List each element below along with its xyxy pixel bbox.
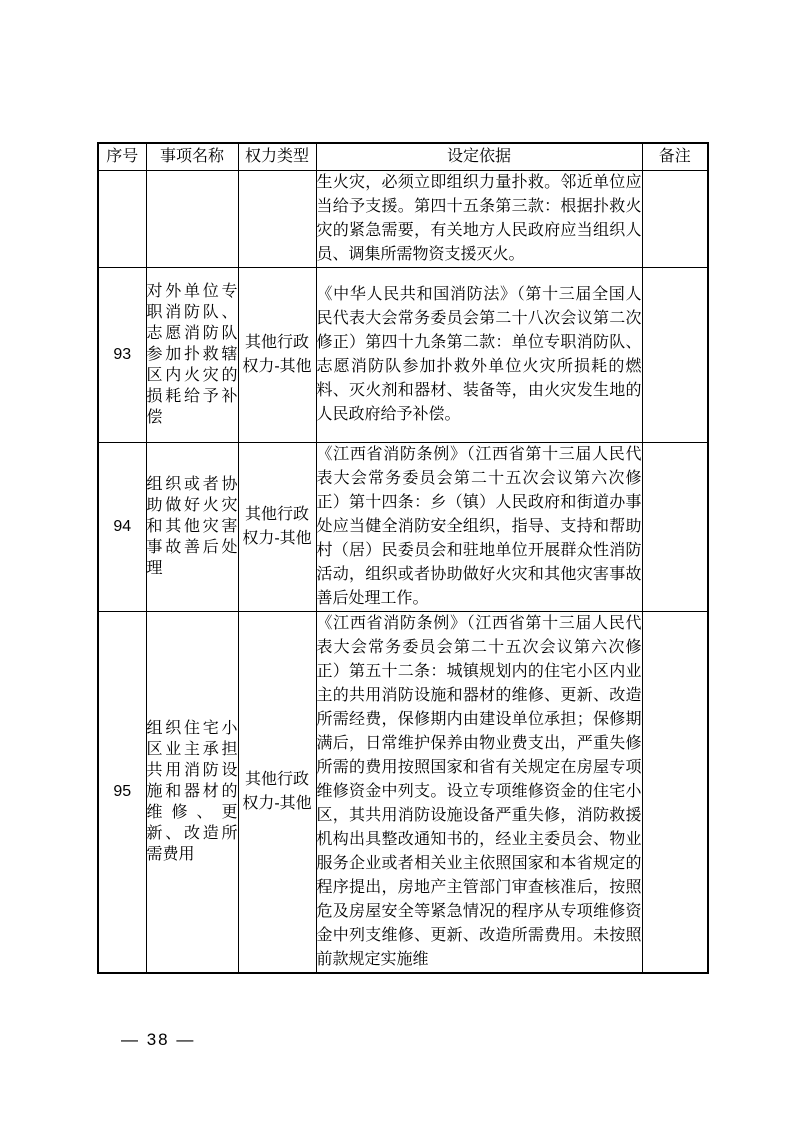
column-header-name: 事项名称 <box>146 143 238 170</box>
seq-cell <box>98 170 146 267</box>
basis-cell: 《江西省消防条例》（江西省第十三届人民代表大会常务委员会第二十五次会议第六次修正）第五十二条：城镇规划内的住宅小区内业主的共用消防设施和器材的维修、更新、改造所需经费，保修期内由建设单位承担；保修期满后，日常维护保养由物业费支出，严重失修所需的费用按照国家和省有关规定在房屋专项维修资金中列支。设立专项维修资金的住宅小区，其共用消防设施设备严重失修，消防救援机构出具整改通知书的，经业主委员会、物业服务企业或者相关业主依照国家和本省规定的程序提出，房地产主管部门审查核准后，按照危及房屋安全等紧急情况的程序从专项维修资金中列支维修、更新、改造所需费用。未按照前款规定实施维 <box>316 611 642 973</box>
power-type-cell: 其他行政权力-其他 <box>238 442 316 611</box>
power-type-cell: 其他行政权力-其他 <box>238 611 316 973</box>
column-header-type: 权力类型 <box>238 143 316 170</box>
note-cell <box>642 611 708 973</box>
basis-cell: 《江西省消防条例》（江西省第十三届人民代表大会常务委员会第二十五次会议第六次修正）第十四条：乡（镇）人民政府和街道办事处应当健全消防安全组织，指导、支持和帮助村（居）民委员会和驻地单位开展群众性消防活动，组织或者协助做好火灾和其他灾害事故善后处理工作。 <box>316 442 642 611</box>
column-header-note: 备注 <box>642 143 708 170</box>
item-name-cell: 组织住宅小区业主承担共用消防设施和器材的维修、更新、改造所需费用 <box>146 611 238 973</box>
note-cell <box>642 442 708 611</box>
seq-cell: 94 <box>98 442 146 611</box>
power-type-cell <box>238 170 316 267</box>
power-type-cell: 其他行政权力-其他 <box>238 267 316 442</box>
note-cell <box>642 170 708 267</box>
column-header-basis: 设定依据 <box>316 143 642 170</box>
page-number: — 38 — <box>121 1030 196 1049</box>
item-name-cell <box>146 170 238 267</box>
basis-cell: 《中华人民共和国消防法》（第十三届全国人民代表大会常务委员会第二十八次会议第二次修正）第四十九条第二款：单位专职消防队、志愿消防队参加扑救外单位火灾所损耗的燃料、灭火剂和器材、装备等，由火灾发生地的人民政府给予补偿。 <box>316 267 642 442</box>
item-name-cell: 组织或者协助做好火灾和其他灾害事故善后处理 <box>146 442 238 611</box>
item-name-cell: 对外单位专职消防队、志愿消防队参加扑救辖区内火灾的损耗给予补偿 <box>146 267 238 442</box>
column-header-seq: 序号 <box>98 143 146 170</box>
seq-cell: 95 <box>98 611 146 973</box>
power-items-table <box>97 142 709 974</box>
table-row-93 <box>98 267 708 442</box>
basis-cell: 生火灾，必须立即组织力量扑救。邻近单位应当给予支援。第四十五条第三款：根据扑救火灾的紧急需要，有关地方人民政府应当组织人员、调集所需物资支援灭火。 <box>316 170 642 267</box>
table-row-94 <box>98 442 708 611</box>
table-row-continuation <box>98 170 708 267</box>
table-header-row <box>98 143 708 170</box>
seq-cell: 93 <box>98 267 146 442</box>
table-row-95 <box>98 611 708 973</box>
note-cell <box>642 267 708 442</box>
